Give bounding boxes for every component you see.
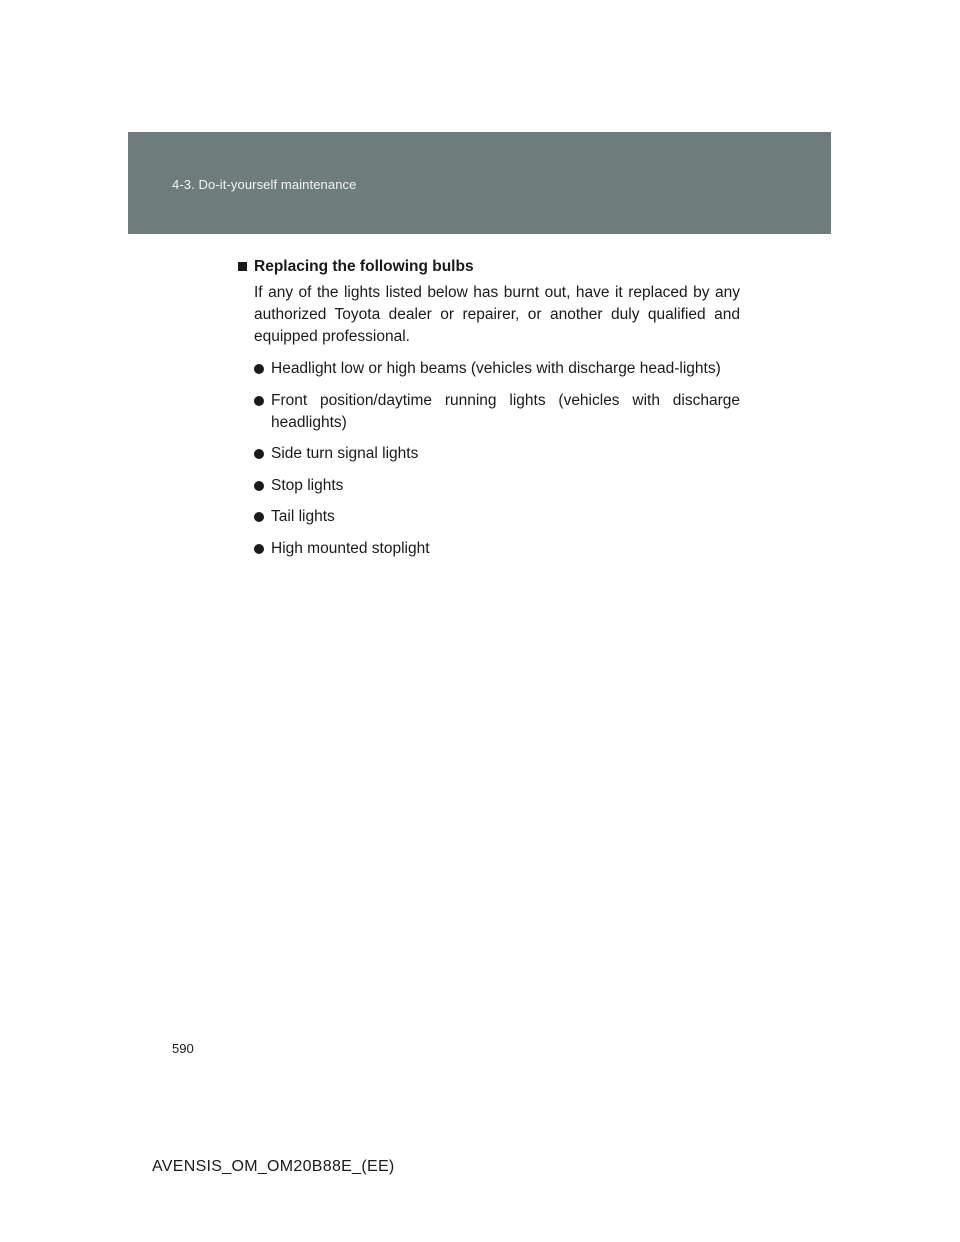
list-item bbox=[254, 358, 740, 380]
list-item bbox=[254, 390, 740, 434]
black-square-icon bbox=[238, 262, 247, 271]
list-item-text: Stop lights bbox=[271, 476, 344, 494]
list-item-text: Front position/daytime running lights (vehicles with discharge headlights) bbox=[271, 391, 740, 431]
black-circle-icon bbox=[254, 449, 264, 459]
page-content bbox=[236, 256, 740, 569]
list-item-text: High mounted stoplight bbox=[271, 539, 430, 557]
subsection-heading-text: Replacing the following bulbs bbox=[254, 258, 474, 275]
black-circle-icon bbox=[254, 396, 264, 406]
page-number: 590 bbox=[172, 1041, 194, 1056]
document-code: AVENSIS_OM_OM20B88E_(EE) bbox=[152, 1158, 395, 1175]
list-item-text: Side turn signal lights bbox=[271, 445, 419, 462]
black-circle-icon bbox=[254, 544, 264, 554]
section-header-band bbox=[128, 132, 831, 234]
section-label: 4-3. Do-it-yourself maintenance bbox=[172, 177, 357, 192]
black-circle-icon bbox=[254, 512, 264, 522]
list-item bbox=[254, 506, 740, 528]
intro-paragraph: If any of the lights listed below has burnt out, have it replaced by any authorized Toyota dealer or repairer, or another duly qualified and equipped professional. bbox=[254, 284, 740, 345]
subsection-heading bbox=[236, 256, 740, 278]
list-item-text: Tail lights bbox=[271, 508, 335, 525]
list-item bbox=[254, 538, 740, 560]
bulb-list bbox=[254, 358, 740, 560]
list-item-text: Headlight low or high beams (vehicles with discharge head-lights) bbox=[271, 360, 721, 377]
list-item bbox=[254, 443, 740, 465]
black-circle-icon bbox=[254, 481, 264, 491]
list-item bbox=[254, 475, 740, 497]
black-circle-icon bbox=[254, 364, 264, 374]
